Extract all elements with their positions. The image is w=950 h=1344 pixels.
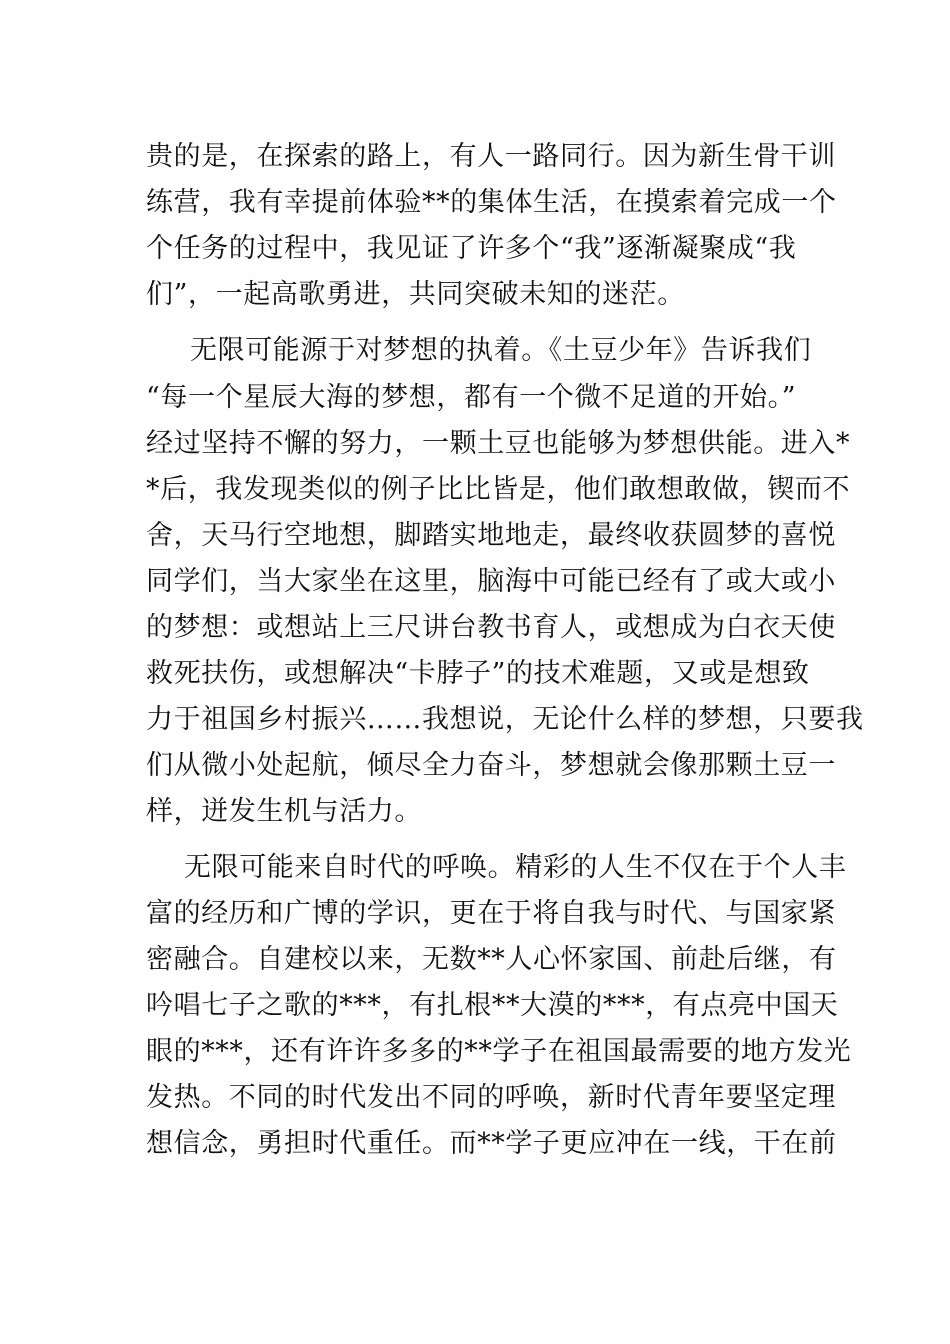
text-line: 想信念，勇担时代重任。而**学子更应冲在一线，干在前 (146, 1128, 837, 1159)
text-line: 密融合。自建校以来，无数**人心怀家国、前赴后继，有 (146, 944, 837, 975)
text-line: 眼的***，还有许许多多的**学子在祖国最需要的地方发光 (146, 1036, 852, 1067)
text-line: 个任务的过程中，我见证了许多个“我”逐渐凝聚成“我 (146, 233, 797, 264)
paragraph-start-line: 无限可能来自时代的呼唤。精彩的人生不仅在于个人丰 (184, 852, 847, 883)
paragraph-start-line: 无限可能源于对梦想的执着。《土豆少年》告诉我们 (190, 335, 812, 366)
text-line: 发热。不同的时代发出不同的呼唤，新时代青年要坚定理 (146, 1082, 836, 1113)
text-line: 经过坚持不懈的努力，一颗土豆也能够为梦想供能。进入* (146, 428, 851, 459)
text-line: 贵的是，在探索的路上，有人一路同行。因为新生骨干训 (146, 141, 836, 172)
text-line: 吟唱七子之歌的***，有扎根**大漠的***，有点亮中国天 (146, 990, 839, 1021)
text-line: 舍，天马行空地想，脚踏实地地走，最终收获圆梦的喜悦 (146, 520, 836, 551)
text-line: *后，我发现类似的例子比比皆是，他们敢想敢做，锲而不 (146, 474, 851, 505)
text-line: 样，迸发生机与活力。 (146, 796, 422, 827)
text-line: 的梦想：或想站上三尺讲台教书育人，或想成为白衣天使 (146, 612, 836, 643)
text-line: “每一个星辰大海的梦想，都有一个微不足道的开始。” (146, 382, 797, 413)
text-line: 同学们，当大家坐在这里，脑海中可能已经有了或大或小 (146, 566, 836, 597)
text-line: 富的经历和广博的学识，更在于将自我与时代、与国家紧 (146, 898, 836, 929)
text-line: 们”，一起高歌勇进，共同突破未知的迷茫。 (146, 279, 685, 310)
text-line: 救死扶伤，或想解决“卡脖子”的技术难题，又或是想致 (146, 658, 810, 689)
text-line: 力于祖国乡村振兴……我想说，无论什么样的梦想，只要我 (146, 704, 864, 735)
text-line: 练营，我有幸提前体验**的集体生活，在摸索着完成一个 (146, 187, 837, 218)
text-line: 们从微小处起航，倾尽全力奋斗，梦想就会像那颗土豆一 (146, 750, 836, 781)
